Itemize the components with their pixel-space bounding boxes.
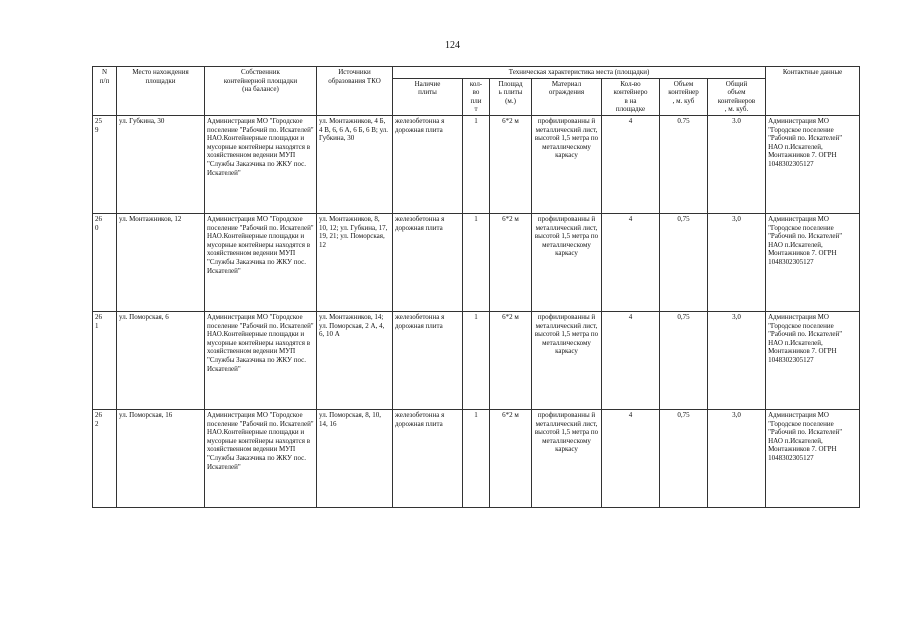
container-sites-table (92, 66, 860, 508)
cell-slab-area: 6*2 м (490, 115, 532, 213)
cell-slab-count: 1 (463, 115, 490, 213)
header-total-volume: Общий объем контейнеров , м. куб. (708, 78, 766, 115)
cell-contacts: Администрация МО "Городское поселение "Рабочий по. Искателей" НАО п.Искателей, Монтажников 7. ОГРН 1048302305127 (766, 311, 860, 409)
page-number: 124 (445, 40, 460, 51)
cell-total-volume: 3,0 (708, 409, 766, 507)
header-contacts: Контактные данные (766, 67, 860, 116)
cell-total-volume: 3.0 (708, 115, 766, 213)
cell-sources: ул. Монтажников, 8, 10, 12; ул. Губкина, 17, 19, 21; ул. Поморская, 12 (317, 213, 393, 311)
cell-contacts: Администрация МО "Городское поселение "Рабочий по. Искателей" НАО п.Искателей, Монтажников 7. ОГРН 1048302305127 (766, 409, 860, 507)
cell-fence: профилированны й металлический лист, высотой 1,5 метра по металлическому каркасу (532, 311, 602, 409)
cell-total-volume: 3,0 (708, 311, 766, 409)
cell-total-volume: 3,0 (708, 213, 766, 311)
cell-slab-count: 1 (463, 213, 490, 311)
cell-containers: 4 (602, 409, 660, 507)
header-place: Место нахождения площадки (117, 67, 205, 116)
cell-volume: 0,75 (660, 311, 708, 409)
cell-slab-area: 6*2 м (490, 409, 532, 507)
cell-slabs: железобетонна я дорожная плита (393, 213, 463, 311)
header-slab-area: Площад ь плиты (м.) (490, 78, 532, 115)
cell-slab-area: 6*2 м (490, 311, 532, 409)
cell-sources: ул. Монтажников, 4 Б, 4 В, 6, 6 А, 6 Б, 6 В; ул. Губкина, 30 (317, 115, 393, 213)
cell-volume: 0,75 (660, 213, 708, 311)
table-row (93, 409, 860, 507)
header-volume: Объем контейнер , м. куб (660, 78, 708, 115)
cell-slabs: железобетонна я дорожная плита (393, 409, 463, 507)
cell-num: 26 0 (93, 213, 117, 311)
cell-num: 26 2 (93, 409, 117, 507)
header-num: N п/п (93, 67, 117, 116)
cell-fence: профилированны й металлический лист, высотой 1,5 метра по металлическому каркасу (532, 409, 602, 507)
cell-owner: Администрация МО "Городское поселение "Рабочий по. Искателей" НАО.Контейнерные площадки и мусорные контейнеры находятся в хозяйственном ведении МУП "Службы Заказчика по ЖКУ пос. Искателей" (205, 213, 317, 311)
cell-slab-count: 1 (463, 311, 490, 409)
header-fence: Материал ограждения (532, 78, 602, 115)
cell-containers: 4 (602, 311, 660, 409)
cell-contacts: Администрация МО "Городское поселение "Рабочий по. Искателей" НАО п.Искателей, Монтажников 7. ОГРН 1048302305127 (766, 213, 860, 311)
cell-place: ул. Губкина, 30 (117, 115, 205, 213)
cell-volume: 0.75 (660, 115, 708, 213)
cell-fence: профилированны й металлический лист, высотой 1,5 метра по металлическому каркасу (532, 213, 602, 311)
cell-sources: ул. Поморская, 8, 10, 14, 16 (317, 409, 393, 507)
header-slab-count: кол- во пли т (463, 78, 490, 115)
header-slabs: Наличие плиты (393, 78, 463, 115)
header-row (93, 67, 860, 79)
cell-owner: Администрация МО "Городское поселение "Рабочий по. Искателей" НАО.Контейнерные площадки и мусорные контейнеры находятся в хозяйственном ведении МУП "Службы Заказчика по ЖКУ пос. Искателей" (205, 115, 317, 213)
cell-contacts: Администрация МО "Городское поселение "Рабочий по. Искателей" НАО п.Искателей, Монтажников 7. ОГРН 1048302305127 (766, 115, 860, 213)
cell-containers: 4 (602, 213, 660, 311)
cell-sources: ул. Монтажников, 14; ул. Поморская, 2 А, 4, 6, 10 А (317, 311, 393, 409)
table-row (93, 311, 860, 409)
header-containers: Кол-во контейнеро в на площадке (602, 78, 660, 115)
cell-place: ул. Поморская, 6 (117, 311, 205, 409)
cell-containers: 4 (602, 115, 660, 213)
table-row (93, 213, 860, 311)
header-sources: Источники образования ТКО (317, 67, 393, 116)
table-row (93, 115, 860, 213)
cell-slabs: железобетонна я дорожная плита (393, 311, 463, 409)
cell-place: ул. Поморская, 16 (117, 409, 205, 507)
cell-slabs: железобетонна я дорожная плита (393, 115, 463, 213)
header-owner: Собственник контейнерной площадки (на балансе) (205, 67, 317, 116)
cell-slab-area: 6*2 м (490, 213, 532, 311)
cell-place: ул. Монтажников, 12 (117, 213, 205, 311)
cell-slab-count: 1 (463, 409, 490, 507)
cell-fence: профилированны й металлический лист, высотой 1,5 метра по металлическому каркасу (532, 115, 602, 213)
cell-num: 25 9 (93, 115, 117, 213)
cell-owner: Администрация МО "Городское поселение "Рабочий по. Искателей" НАО.Контейнерные площадки и мусорные контейнеры находятся в хозяйственном ведении МУП "Службы Заказчика по ЖКУ пос. Искателей" (205, 409, 317, 507)
cell-num: 26 1 (93, 311, 117, 409)
cell-volume: 0,75 (660, 409, 708, 507)
cell-owner: Администрация МО "Городское поселение "Рабочий по. Искателей" НАО.Контейнерные площадки и мусорные контейнеры находятся в хозяйственном ведении МУП "Службы Заказчика по ЖКУ пос. Искателей" (205, 311, 317, 409)
header-tech: Техническая характеристика места (площадки) (393, 67, 766, 79)
